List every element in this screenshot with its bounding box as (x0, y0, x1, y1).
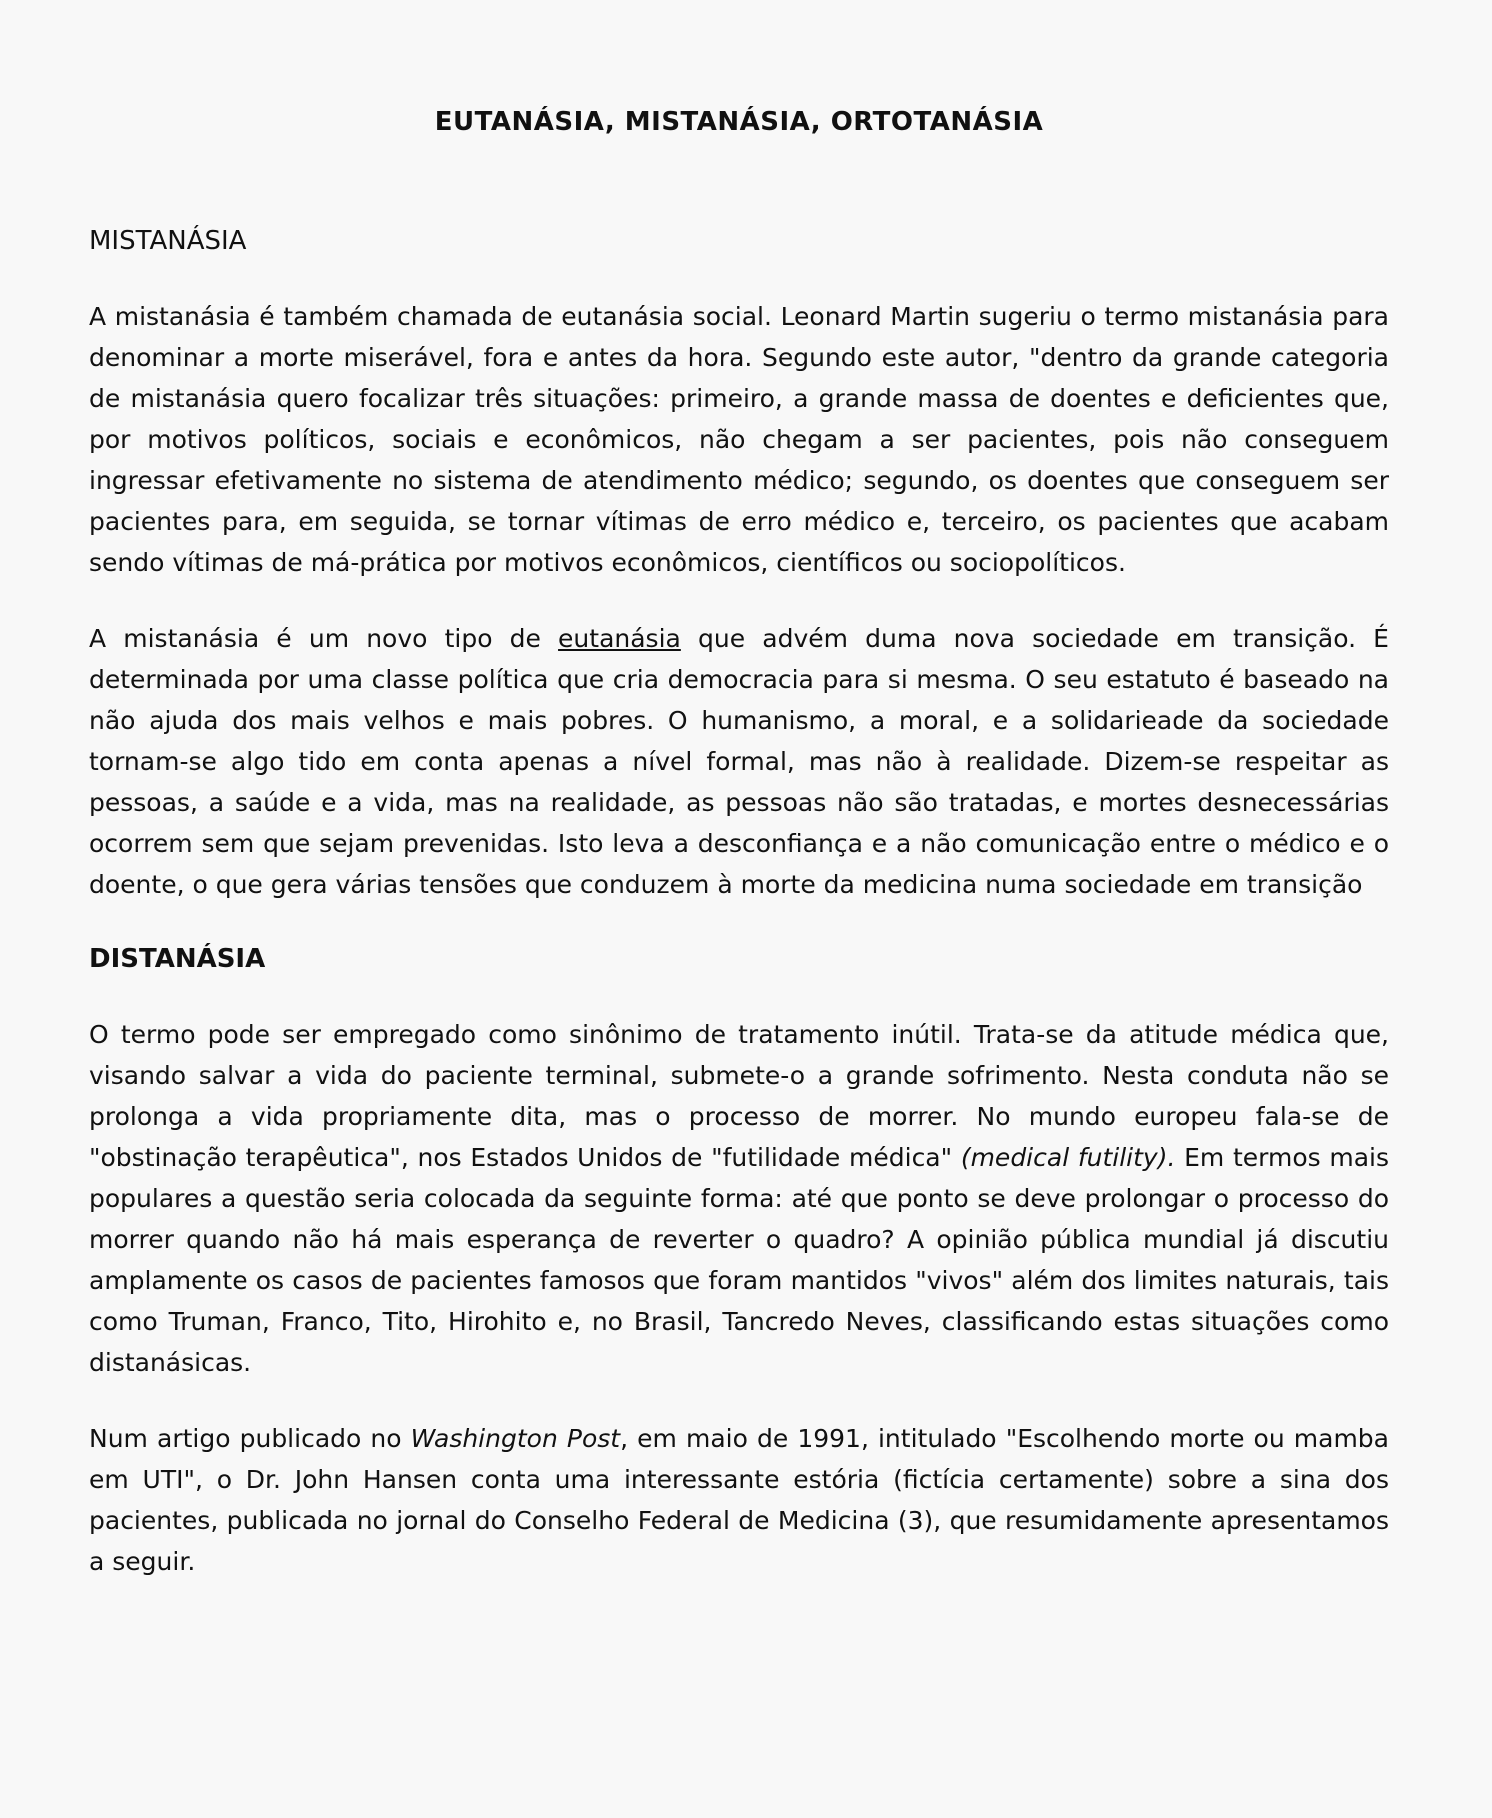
paragraph-text: A mistanásia é um novo tipo de (89, 624, 559, 653)
paragraph-mistanasia-2 (89, 618, 1389, 905)
italic-term: (medical futility). (960, 1143, 1176, 1172)
document-title: EUTANÁSIA, MISTANÁSIA, ORTOTANÁSIA (434, 107, 1044, 137)
paragraph-mistanasia-1: A mistanásia é também chamada de eutanásia social. Leonard Martin sugeriu o termo mistanásia para denominar a morte miserável, fora e antes da hora. Segundo este autor, "dentro da grande categoria de mistanásia quero focalizar três situações: primeiro, a grande massa de doentes e deficientes que, por motivos políticos, sociais e econômicos, não chegam a ser pacientes, pois não conseguem ingressar efetivamente no sistema de atendimento médico; segundo, os doentes que conseguem ser pacientes para, em seguida, se tornar vítimas de erro médico e, terceiro, os pacientes que acabam sendo vítimas de má-prática por motivos econômicos, científicos ou sociopolíticos. (89, 302, 1389, 577)
paragraph-distanasia-2 (89, 1418, 1389, 1582)
document-page (89, 102, 1389, 1617)
section-heading-mistanasia: MISTANÁSIA (89, 226, 247, 256)
paragraph-text: que advém duma nova sociedade em transição. É determinada por uma classe política que cria democracia para si mesma. O seu estatuto é baseado na não ajuda dos mais velhos e mais pobres. O humanismo, a moral, e a solidarieade da sociedade tornam-se algo tido em conta apenas a nível formal, mas não à realidade. Dizem-se respeitar as pessoas, a saúde e a vida, mas na realidade, as pessoas não são tratadas, e mortes desnecessárias ocorrem sem que sejam prevenidas. Isto leva a desconfiança e a não comunicação entre o médico e o doente, o que gera várias tensões que conduzem à morte da medicina numa sociedade em transição (89, 624, 1389, 899)
italic-publication: Washington Post (410, 1424, 621, 1453)
eutanasia-link[interactable]: eutanásia (558, 624, 681, 653)
paragraph-text: O termo pode ser empregado como sinônimo de tratamento inútil. Trata-se da atitude médica que, visando salvar a vida do paciente terminal, submete-o a grande sofrimento. Nesta conduta não se prolonga a vida propriamente dita, mas o processo de morrer. No mundo europeu fala-se de "obstinação terapêutica", nos Estados Unidos de "futilidade médica" (89, 1020, 1389, 1172)
paragraph-distanasia-1 (89, 1014, 1389, 1383)
section-heading-distanasia: DISTANÁSIA (89, 944, 266, 974)
paragraph-text: , em maio de 1991, intitulado "Escolhendo morte ou mamba em UTI", o Dr. John Hansen conta uma interessante estória (fictícia certamente) sobre a sina dos pacientes, publicada no jornal do Conselho Federal de Medicina (3), que resumidamente apresentamos a seguir. (89, 1424, 1389, 1576)
paragraph-text: Num artigo publicado no (89, 1424, 411, 1453)
paragraph-text: Em termos mais populares a questão seria colocada da seguinte forma: até que ponto se deve prolongar o processo do morrer quando não há mais esperança de reverter o quadro? A opinião pública mundial já discutiu amplamente os casos de pacientes famosos que foram mantidos "vivos" além dos limites naturais, tais como Truman, Franco, Tito, Hirohito e, no Brasil, Tancredo Neves, classificando estas situações como distanásicas. (89, 1143, 1389, 1377)
